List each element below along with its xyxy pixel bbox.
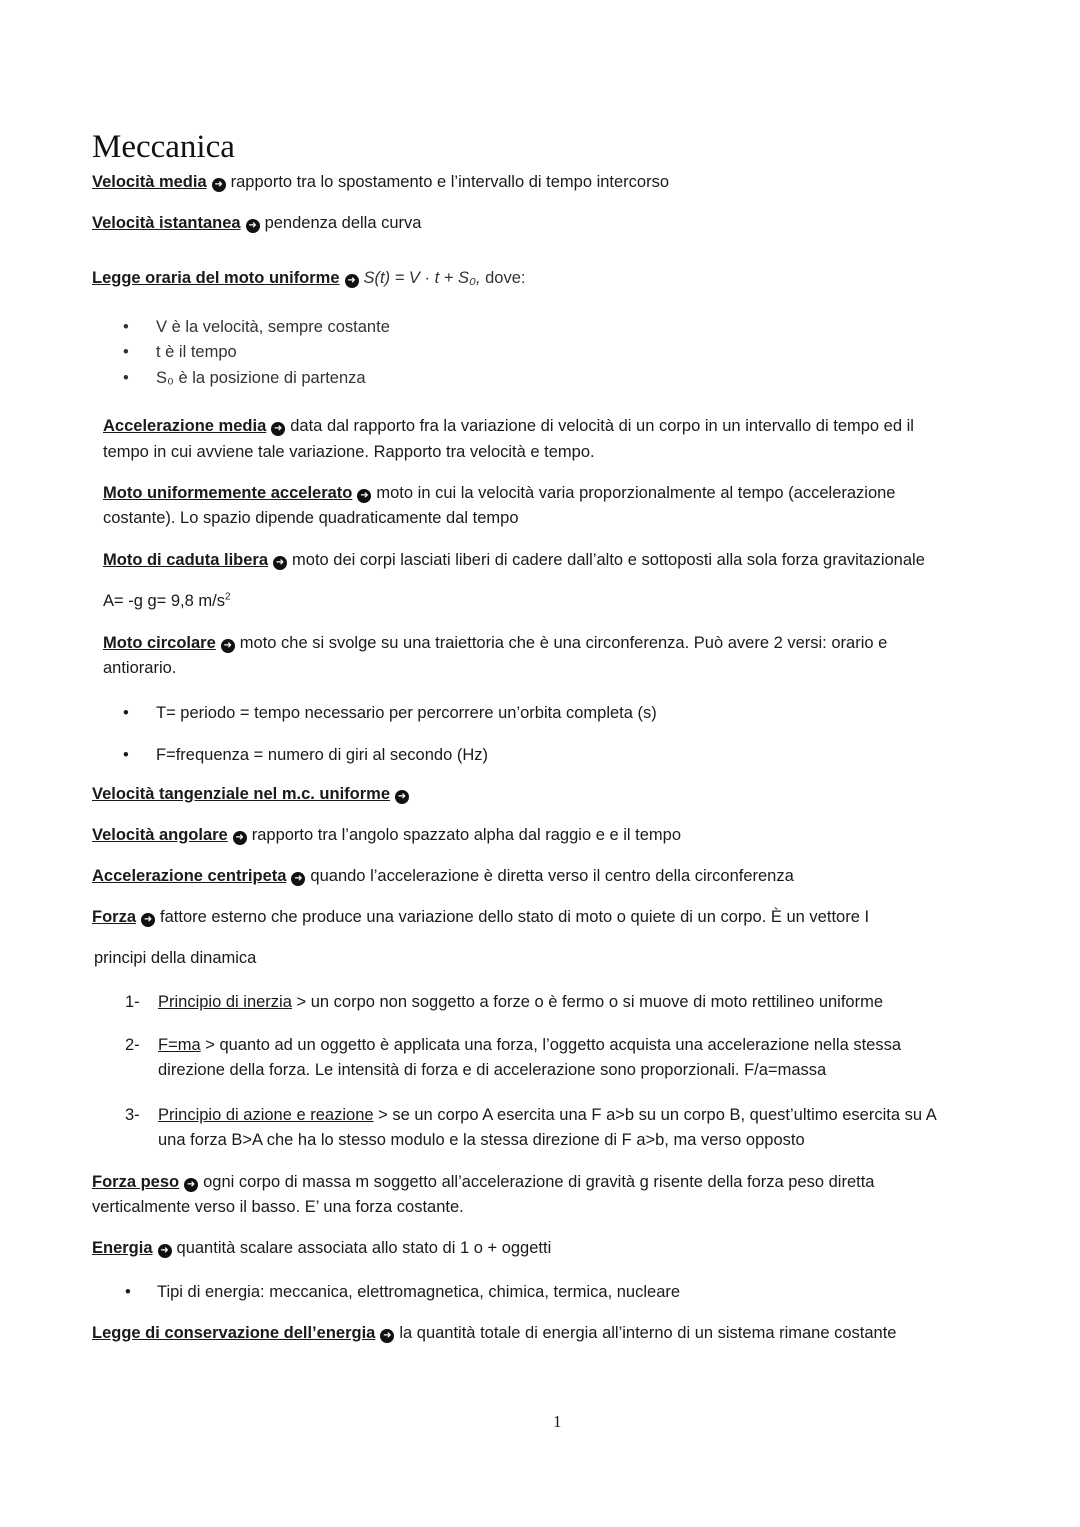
definition: rapporto tra l’angolo spazzato alpha dal raggio e e il tempo [251, 826, 682, 844]
arrow-icon [395, 790, 409, 804]
term: Accelerazione centripeta [92, 867, 287, 885]
definition: ogni corpo di massa m soggetto all’accelerazione di gravità g risente della forza peso diretta [203, 1173, 875, 1191]
entry-velocita-angolare [92, 824, 681, 846]
term: Moto di caduta libera [103, 551, 269, 569]
term: Velocità angolare [92, 826, 228, 844]
definition: moto in cui la velocità varia proporzionalmente al tempo (accelerazione [376, 484, 896, 502]
entry-velocita-istantanea [92, 212, 421, 234]
principle-item: 1- Principio di inerzia [125, 993, 292, 1011]
term: Legge di conservazione dell’energia [92, 1324, 376, 1342]
arrow-icon [246, 219, 260, 233]
formula: S(t) = V · t + S₀, [363, 269, 481, 287]
principle-text: F=ma > quanto ad un oggetto è applicata una forza, l’oggetto acquista una accelerazione nella stessa [158, 1036, 902, 1054]
arrow-icon [184, 1178, 198, 1192]
definition: moto dei corpi lasciati liberi di cadere dall’alto e sottoposti alla sola forza gravitazionale [292, 551, 925, 569]
entry-accelerazione-centripeta [92, 865, 794, 887]
definition: fattore esterno che produce una variazione dello stato di moto o quiete di un corpo. È un vettore I [160, 908, 870, 926]
definition: pendenza della curva [264, 214, 422, 232]
principle-continuation: direzione della forza. Le intensità di forza e di accelerazione sono proporzionali. F/a=massa [158, 1061, 827, 1079]
term: Forza peso [92, 1173, 180, 1191]
page-number: 1 [553, 1412, 562, 1431]
entry-conservazione-energia [92, 1322, 896, 1344]
term: Velocità tangenziale nel m.c. uniforme [92, 785, 390, 803]
term: Moto uniformemente accelerato [103, 484, 353, 502]
list-item: • V è la velocità, sempre costante [123, 318, 390, 336]
arrow-icon [273, 556, 287, 570]
term: Velocità istantanea [92, 214, 241, 232]
arrow-icon [291, 872, 305, 886]
list-item: • S₀ è la posizione di partenza [123, 369, 366, 387]
definition-continuation: verticalmente verso il basso. E’ una forza costante. [92, 1198, 464, 1216]
term: Accelerazione media [103, 417, 267, 435]
definition: moto che si svolge su una traiettoria che è una circonferenza. Può avere 2 versi: orario e [239, 634, 888, 652]
principle-item: 2- [125, 1036, 140, 1054]
entry-caduta-libera [103, 549, 925, 571]
arrow-icon [212, 178, 226, 192]
arrow-icon [141, 913, 155, 927]
list-item: • T= periodo = tempo necessario per percorrere un’orbita completa (s) [123, 704, 657, 722]
definition-continuation: tempo in cui avviene tale variazione. Rapporto tra velocità e tempo. [103, 443, 595, 461]
principle-text: Principio di azione e reazione > se un corpo A esercita una F a>b su un corpo B, quest’ultimo esercita su A [158, 1106, 937, 1124]
section-heading-principi: principi della dinamica [94, 949, 257, 967]
arrow-icon [357, 489, 371, 503]
principle-continuation: una forza B>A che ha lo stesso modulo e la stessa direzione di F a>b, ma verso opposto [158, 1131, 805, 1149]
term: Legge oraria del moto uniforme [92, 269, 340, 287]
term: Velocità media [92, 173, 207, 191]
entry-moto-uniformemente-accelerato [103, 482, 896, 504]
page-title: Meccanica [92, 129, 235, 165]
entry-forza [92, 906, 869, 928]
entry-legge-oraria [92, 267, 526, 289]
entry-energia [92, 1237, 551, 1259]
principle-text: > un corpo non soggetto a forze o è fermo o si muove di moto rettilineo uniforme [291, 993, 884, 1011]
definition: rapporto tra lo spostamento e l’intervallo di tempo intercorso [230, 173, 670, 191]
term: Moto circolare [103, 634, 216, 652]
definition: quantità scalare associata allo stato di 1 o + oggetti [176, 1239, 552, 1257]
definition: la quantità totale di energia all’interno di un sistema rimane costante [399, 1324, 897, 1342]
arrow-icon [345, 274, 359, 288]
arrow-icon [233, 831, 247, 845]
arrow-icon [221, 639, 235, 653]
arrow-icon [380, 1329, 394, 1343]
formula-gravita: A= -g g= 9,8 $m/s^2$ [103, 591, 231, 610]
definition-continuation: antiorario. [103, 659, 177, 677]
term: Energia [92, 1239, 153, 1257]
entry-accelerazione-media [103, 415, 914, 437]
entry-velocita-media [92, 171, 669, 193]
list-item: • F=frequenza = numero di giri al secondo (Hz) [123, 746, 488, 764]
entry-velocita-tangenziale [92, 783, 414, 805]
principle-item: 3- [125, 1106, 140, 1124]
arrow-icon [271, 422, 285, 436]
list-item: • Tipi di energia: meccanica, elettromagnetica, chimica, termica, nucleare [125, 1283, 681, 1301]
arrow-icon [158, 1244, 172, 1258]
definition-continuation: costante). Lo spazio dipende quadraticamente dal tempo [103, 509, 519, 527]
definition: data dal rapporto fra la variazione di velocità di un corpo in un intervallo di tempo ed il [290, 417, 914, 435]
formula-suffix: dove: [485, 269, 526, 287]
term: Forza [92, 908, 137, 926]
entry-forza-peso [92, 1171, 874, 1193]
entry-moto-circolare [103, 632, 887, 654]
list-item: • t è il tempo [123, 343, 237, 361]
definition: quando l’accelerazione è diretta verso il centro della circonferenza [310, 867, 794, 885]
